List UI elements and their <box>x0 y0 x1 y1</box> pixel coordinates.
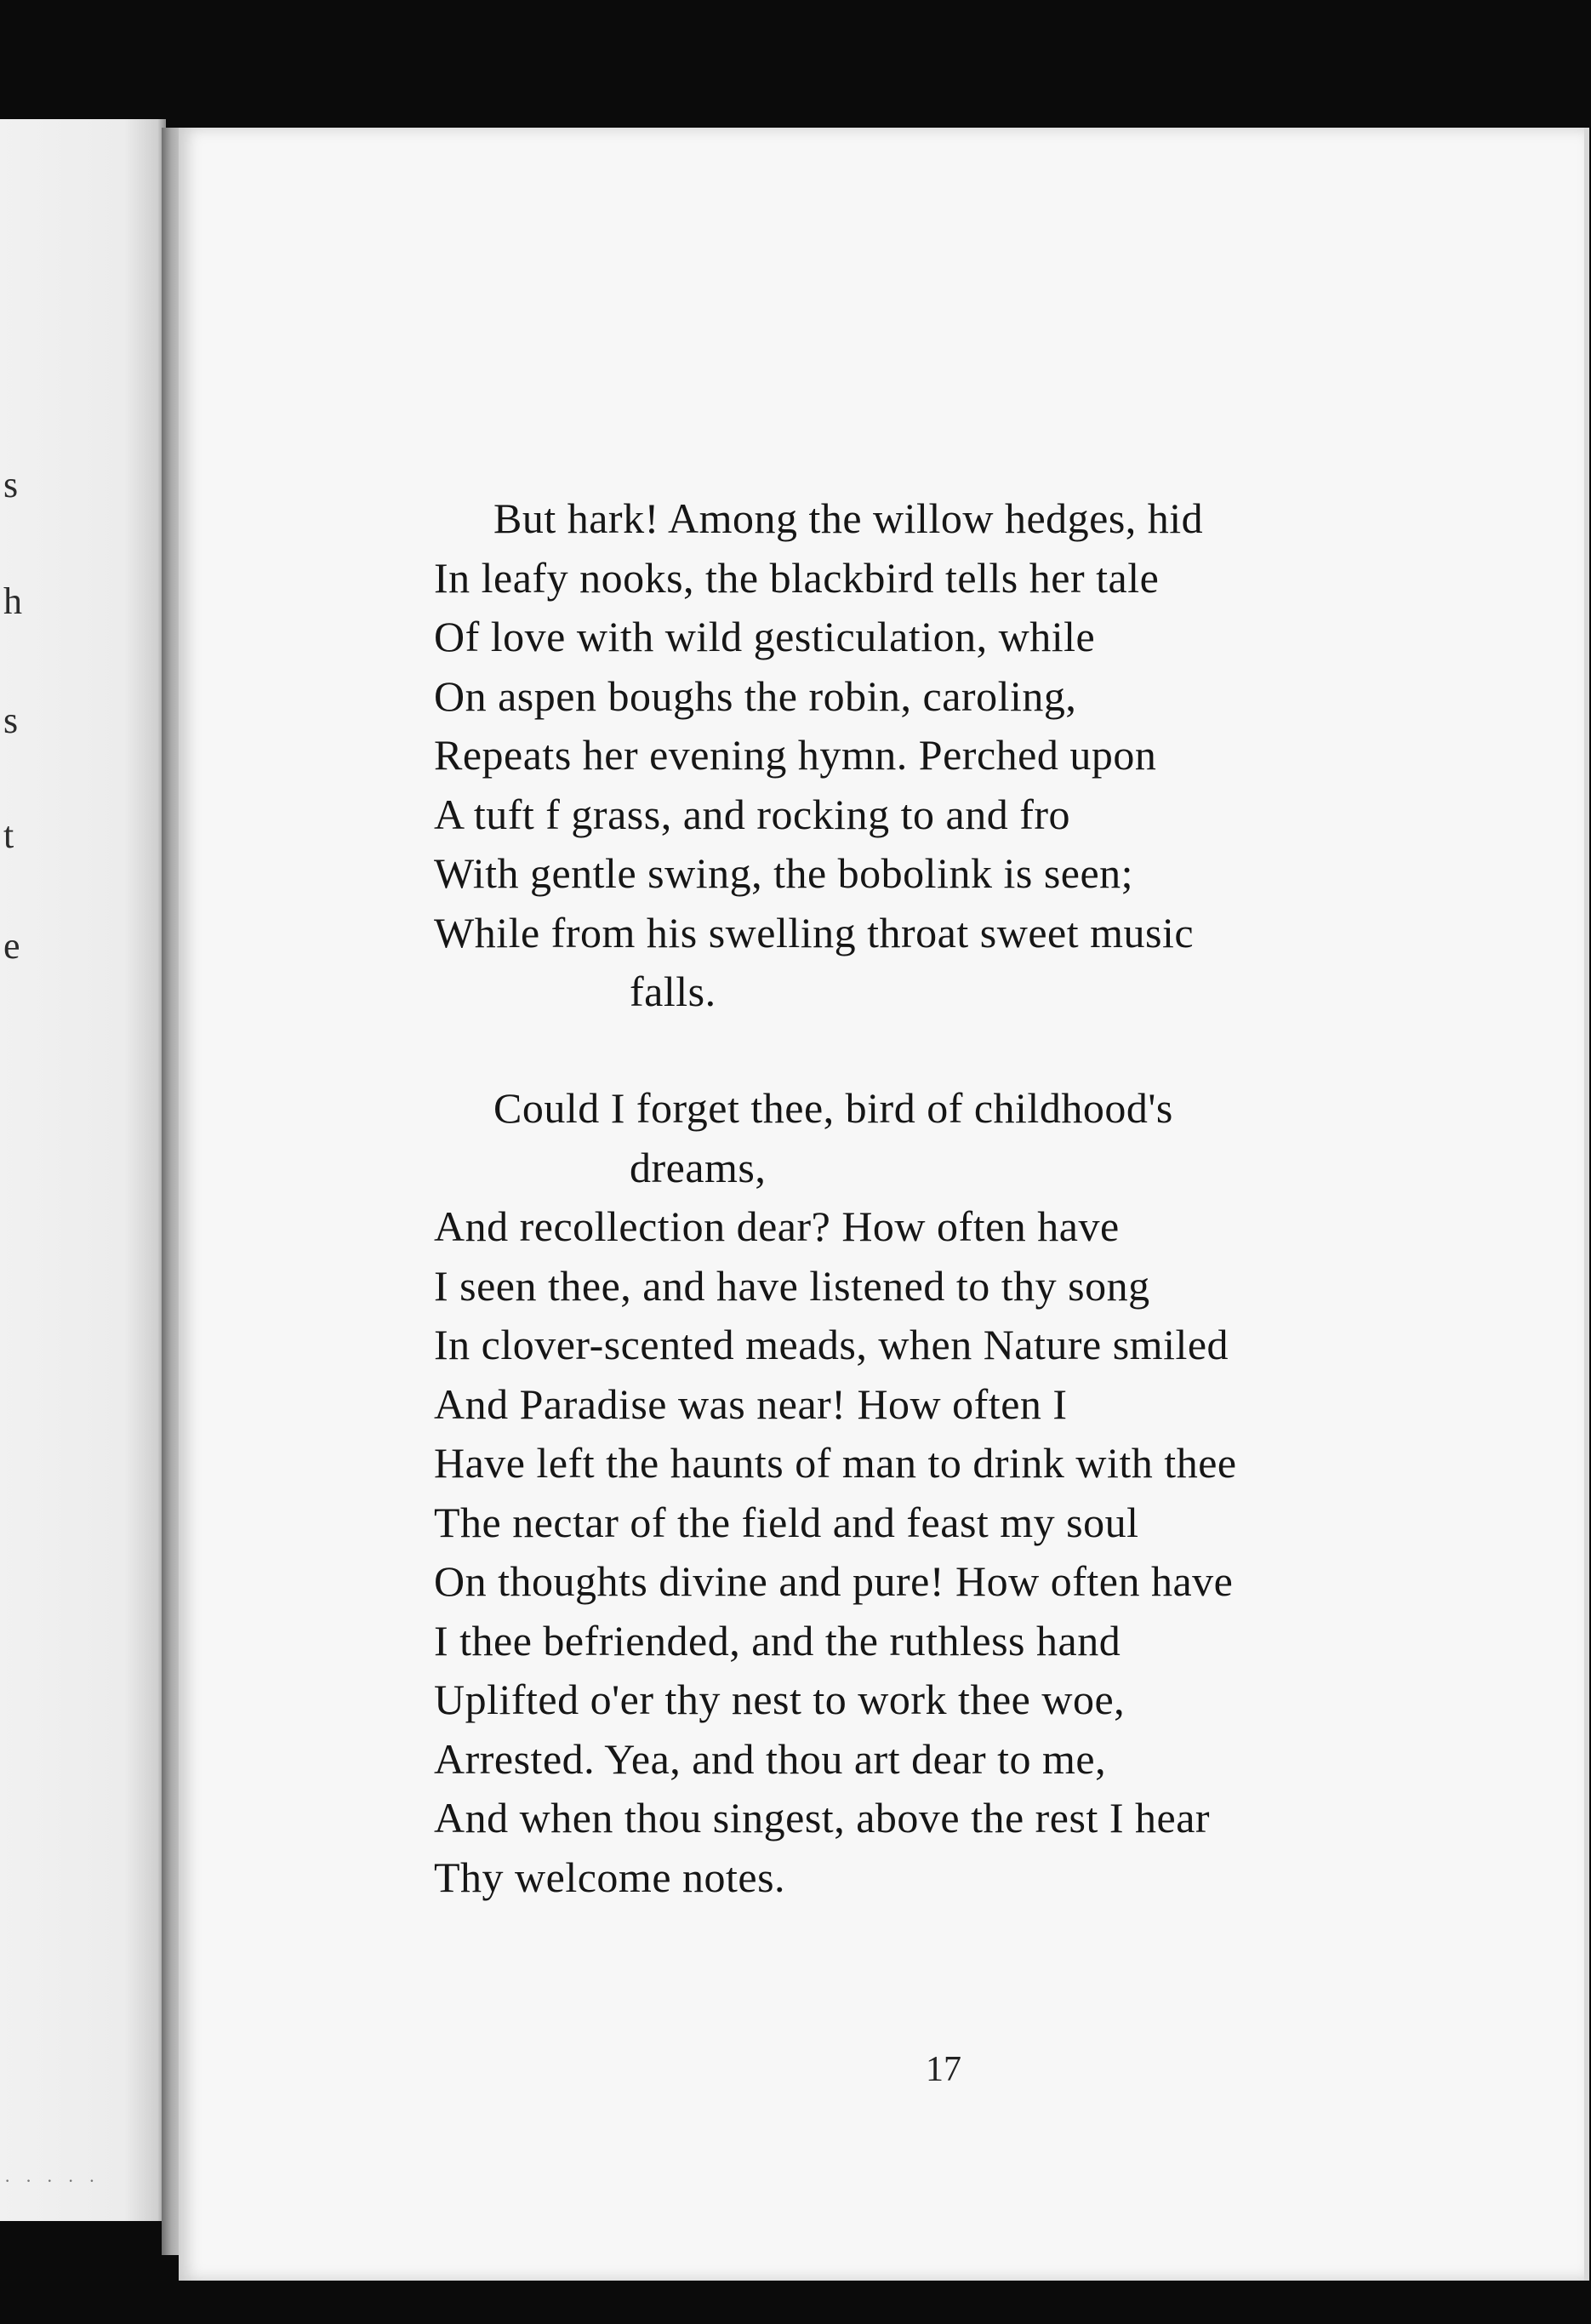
poem-line: With gentle swing, the bobolink is seen; <box>434 849 1134 897</box>
poem-line: And Paradise was near! How often I <box>434 1379 1068 1428</box>
poem-line: On aspen boughs the robin, caroling, <box>434 671 1077 720</box>
poem-line-continuation: falls. <box>630 968 716 1015</box>
poem-line: Have left the haunts of man to drink with thee <box>434 1439 1237 1487</box>
poem-line: In leafy nooks, the blackbird tells her tale <box>434 553 1160 602</box>
poem-line: Uplifted o'er thy nest to work thee woe, <box>434 1676 1126 1723</box>
facing-page-fragment: s <box>3 699 19 741</box>
poem-stanza-1 <box>434 489 1497 1022</box>
poem-line: Could I forget thee, bird of childhood's <box>493 1084 1173 1132</box>
poem-line: But hark! Among the willow hedges, hid <box>493 494 1204 542</box>
page-number: 17 <box>926 2050 961 2089</box>
poem-line: I thee befriended, and the ruthless hand <box>434 1616 1121 1664</box>
poem-stanza-2 <box>434 1079 1497 1907</box>
poem-line: I seen thee, and have listened to thy song <box>434 1261 1150 1310</box>
facing-page-fragment: e <box>3 925 20 967</box>
scan-specks: · · · · · <box>4 2170 100 2191</box>
poem-line: A tuft f grass, and rocking to and fro <box>434 790 1071 838</box>
poem-line: And when thou singest, above the rest I hear <box>434 1794 1211 1841</box>
poem-line: Repeats her evening hymn. Perched upon <box>434 731 1157 779</box>
facing-page-fragment: t <box>3 814 14 856</box>
facing-page-edge <box>0 119 166 2221</box>
poem-line: Arrested. Yea, and thou art dear to me, <box>434 1734 1107 1783</box>
poem-line: On thoughts divine and pure! How often have <box>434 1557 1234 1605</box>
poem-line: Thy welcome notes. <box>434 1853 786 1901</box>
facing-page-fragment: s <box>3 464 19 505</box>
poem-line: In clover-scented meads, when Nature smiled <box>434 1321 1229 1368</box>
poem-line: And recollection dear? How often have <box>434 1202 1120 1250</box>
book-page <box>179 128 1589 2281</box>
poem-line: The nectar of the field and feast my soul <box>434 1498 1139 1546</box>
poem-line: While from his swelling throat sweet music <box>434 908 1195 956</box>
poem-line: Of love with wild gesticulation, while <box>434 613 1096 660</box>
poem-line-continuation: dreams, <box>630 1143 767 1191</box>
facing-page-fragment: h <box>3 580 22 622</box>
